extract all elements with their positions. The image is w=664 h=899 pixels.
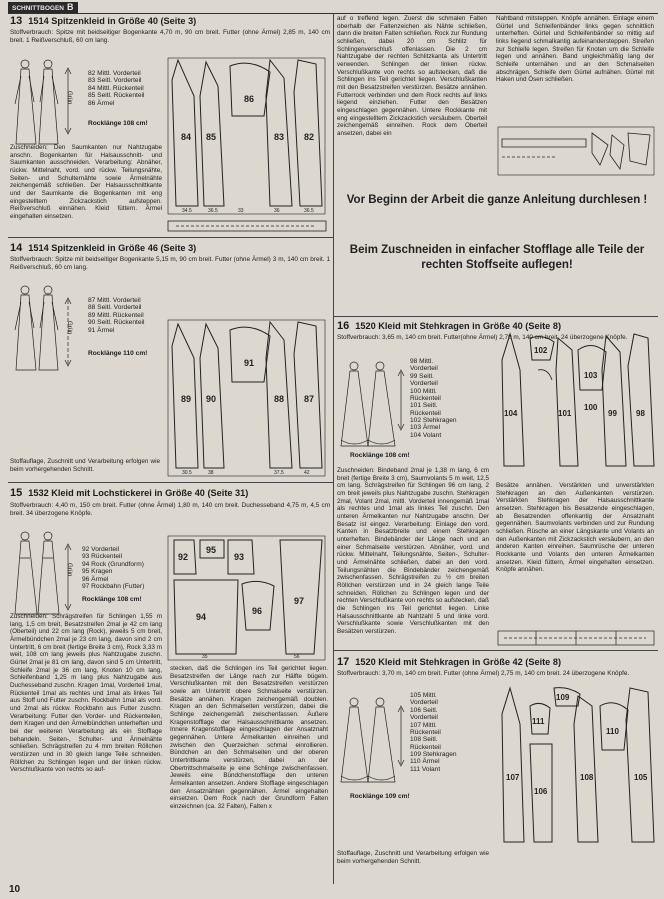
svg-text:96: 96	[252, 606, 263, 616]
svg-text:110: 110	[606, 727, 619, 736]
section-14-model-sketch	[12, 282, 62, 377]
svg-text:99: 99	[608, 409, 617, 418]
section-16-model-sketch	[338, 358, 398, 453]
svg-text:36.5: 36.5	[304, 208, 314, 214]
column-divider	[333, 14, 334, 884]
section-15-continuation-2: Nahtband mitsteppen. Knöpfe annähen. Einlage einem Gürtel und Schleifenbänder links gegen schnittlich unterheften. Gürtel und Schleifenbänder so mittig auf links liegend schmalkantig aufeinandersteppen. Streifen zur Schleife legen. Streifen für Knoten um die Schleife legen und annähen. Band ungleichmäßig lang der Schleife unternähen und an den Schmalseiten abschrägen. Schleife dem Gürtel aufnähen. Gürtel mit Haken und Ösen schließen.	[496, 15, 654, 84]
svg-text:85: 85	[206, 132, 217, 142]
section-14-legend: 87 Mittl. Vorderteil 88 Seitl. Vorderteil 89 Mittl. Rückenteil 90 Seitl. Rückenteil 91 Ärmel	[88, 297, 145, 334]
grain-arrow-icon	[396, 362, 406, 435]
section-17-pattern-layout	[494, 684, 658, 850]
notice-read-instructions: Vor Beginn der Arbeit die ganze Anleitung durchlesen !	[346, 194, 648, 206]
svg-text:91: 91	[244, 358, 255, 368]
section-divider	[333, 316, 658, 317]
svg-text:108: 108	[580, 773, 594, 782]
svg-text:98: 98	[636, 409, 645, 418]
section-15-skirt-length: Rocklänge 108 cm!	[82, 596, 142, 603]
svg-text:93: 93	[234, 552, 245, 562]
header-tag: SCHNITTBOGEN B	[8, 2, 78, 13]
svg-text:35: 35	[202, 654, 208, 660]
svg-text:56: 56	[294, 654, 300, 660]
grain-arrow-icon	[63, 60, 73, 139]
section-14-title: 14 1514 Spitzenkleid in Größe 46 (Seite 3)	[10, 242, 197, 254]
section-divider	[333, 650, 658, 651]
svg-text:94: 94	[196, 612, 207, 622]
grain-arrow-icon	[63, 536, 73, 615]
section-15-continuation-1: auf o treffend legen. Zuerst die schmalen Falten oberhalb der Faltenzeichen als Nähte schließen, dann die breiten Falten schließen. Rock zur Rundung schließen, dabei 20 cm Schlitz für Schlingenverschluß offenlassen. Die 2 cm Nahtzugabe der rechten Schlitzkanta als Untertritt verwenden. Schlingen der linken rückw. Verschlußkante von rechts so aufstecken, daß die Schlingen ins Teil gerichtet liegen. Verschlußkanten mit den Besatzstreifen verstürzen. Besätze annähen. Futterrock verbinden und dem Rock rechts auf links liegend einziehen. Futter den Besätzen eingeschlagen gegennähen. Untere Rockkante mit eng eingestelltem Zickzackstich versäubern. Oberteil zeichengemäß einreihen. Rock dem Oberteil ansetzen, dabei ein	[337, 15, 487, 138]
section-divider	[8, 482, 333, 483]
svg-text:33: 33	[238, 208, 244, 214]
section-16-instructions-right: Besätze annähen. Verstärkten und unverstärkten Stehkragen an den Außenkanten verstürzen. Verstärkten Stehkragen der Halsausschnittkante ansetzen. Stehkragen bis Besatzende eingeschlagen, ab Besatzenden offenkantig der Ansatznaht gegennähen. Saumvolants verbinden und zur Rundung schließen. Rüsche an einer Längskante und Volants an den Außenkanten mit Zickzackstich versäubern, an den anderen Kanten einreihen. Saumrüsche der unteren Rockkante und Volants den unteren Ärmelkanten ansetzen. Kleid füttern, Ärmel eingehalten einsetzen. Knöpfe annähen.	[496, 482, 654, 574]
svg-text:86: 86	[244, 94, 255, 104]
section-14-skirt-length: Rocklänge 110 cm!	[88, 350, 148, 357]
svg-text:30.5: 30.5	[182, 470, 192, 476]
section-15-belt-layout	[496, 125, 656, 177]
section-17-skirt-length: Rocklänge 109 cm!	[350, 793, 410, 800]
section-17-instructions: Stoffauflage, Zuschnitt und Verarbeitung erfolgen wie beim vorhergehenden Schnitt.	[337, 850, 489, 865]
svg-text:111: 111	[532, 717, 545, 726]
section-17-model-sketch	[338, 694, 398, 789]
svg-text:104: 104	[504, 409, 518, 418]
section-14-instructions: Stoffauflage, Zuschnitt und Verarbeitung erfolgen wie beim vorhergehenden Schnitt.	[10, 458, 160, 473]
section-13-fabric: Stoffverbrauch: Spitze mit beidseitiger Bogenkante 4,70 m, 90 cm breit. Futter (ohne Ärmel) 2,85 m, 140 cm breit. 1 Reißverschluß, 60 cm lang.	[10, 29, 330, 44]
section-16-title: 16 1520 Kleid mit Stehkragen in Größe 40 (Seite 8)	[337, 320, 562, 332]
section-15-instructions-left: Zuschneiden: Schrägstreifen für Schlingen 1,55 m lang, 1,5 cm breit, Besatzstreifen 2mal je 42 cm lang (Oberteil) und 22 cm lang (Rock), jeweils 5 cm breit, Ärmelbündchen 2mal je 23 cm lang, davon sind 2 cm Untertritt, 6 cm breit (fertige Breite 3 cm), Rock 3,33 m weit, 108 cm lang jeweils plus Nahtzugabe zuschn. Gürtel 2mal je 81 cm lang, davon sind 5 cm Untertritt, Schleife 2mal je 36 cm lang, Knoten 10 cm lang, Schleifenband 1,25 m lang plus Nahtzugabe aus Duchesseband zuschn. Kragen 1mal, Vorderteil 1mal, Rückenteil 1mal als rechtes und 1mal als linkes Teil aus Stoff und Futter zuschn. Rockbahn 1mal als vord. und 2mal als rückw. Rockbahn aus Futter zuschn. Verarbeitung: Futter den Vorder- und Rückenteilen, dem Kragen und den Ärmelbündchen unterheften und bei der weiteren Verarbeitung als ein Stofflage behandeln. Seiten-, Schulter- und Ärmelnähte schließen. Schrägstreifen zu 4 mm breiten Röllchen verstürzen und in 30 gleich lange Teile schneiden. Röllchen zu Schlingen legen und der linken rückw. Verschlußkante von rechts so auf-	[10, 613, 162, 774]
svg-text:38: 38	[208, 470, 214, 476]
svg-text:101: 101	[558, 409, 572, 418]
svg-text:34.5: 34.5	[182, 208, 192, 214]
svg-text:103: 103	[584, 371, 598, 380]
svg-text:107: 107	[506, 773, 520, 782]
section-15-instructions-middle: stecken, daß die Schlingen ins Teil gerichtet liegen. Besatzstreifen der Länge nach zur Hälfte bügeln. Verschlußkanten mit den Besatzstreifen verstürzen sowie am Untertritt obere Schmalseite verstürzen. Besätze annähen. Kragen zeichengemäß doublen. Kragen an den Schmalseiten verstürzen, dabei die Schlinge zeichengemäß zwischenfassen. Äußere Kragenstofflage der Halsausschnittkante ansetzen. Innere Kragenstofflage eingeschlagen der Ansatznaht gegennähen. Untere Ärmelkanten einreihen und zwischen den Querzeichen schmal einrollieren. Bündchen an den Schmalseiten und der oberen Untertrittkante verstürzen, dabei an der Obertrittschmalseite je eine Schlinge zwischenfassen. Jeweils eine Bündchenstofflage den unteren Ärmelkanten ansetzen. Andere Stofflage eingeschlagen den Ansatznähten gegennähen. Ärmel eingehalten einsetzen. Dem Rock nach der Grundform Falten einzeichnen (ca. 32 Falten), Falten x	[170, 665, 328, 811]
section-13-model-sketch	[12, 56, 62, 151]
section-14-fabric: Stoffverbrauch: Spitze mit beidseitiger Bogenkante 5,15 m, 90 cm breit. Futter (ohne Ärmel) 3 m, 140 cm breit. 1 Reißverschluß, 60 cm lang.	[10, 256, 330, 271]
section-13-trim-strip	[166, 218, 328, 234]
svg-text:90: 90	[206, 394, 217, 404]
section-15-model-sketch	[12, 528, 62, 621]
svg-text:89: 89	[181, 394, 192, 404]
svg-text:102: 102	[534, 346, 548, 355]
section-17-legend: 105 Mittl. Vorderteil 106 Seitl. Vorderteil 107 Mittl. Rückenteil 108 Seitl. Rückenteil 109 Stehkragen 110 Ärmel 111 Volant	[410, 692, 457, 773]
svg-text:Grün: Grün	[66, 321, 72, 335]
section-15-fabric: Stoffverbrauch: 4,40 m, 150 cm breit. Futter (ohne Ärmel) 1,80 m, 140 cm breit. Duchesseband 4,75 m, 4,5 cm breit. 34 überzogene Knöpfe.	[10, 502, 330, 517]
section-16-legend: 98 Mittl. Vorderteil 99 Seitl. Vorderteil 100 Mittl. Rückenteil 101 Seitl. Rückenteil 102 Stehkragen 103 Ärmel 104 Volant	[410, 358, 457, 439]
section-13-legend: 82 Mittl. Vorderteil 83 Seitl. Vorderteil 84 Mittl. Rückenteil 85 Seitl. Rückenteil 86 Ärmel	[88, 70, 145, 107]
section-15-pattern-layout	[166, 534, 328, 662]
grain-arrow-icon	[396, 698, 406, 771]
section-17-fabric: Stoffverbrauch: 3,70 m, 140 cm breit. Futter (ohne Ärmel) 2,75 m, 140 cm breit. 24 überzogene Knöpfe.	[337, 670, 630, 677]
svg-text:87: 87	[304, 394, 315, 404]
section-divider	[8, 237, 333, 238]
section-16-pattern-layout	[494, 330, 658, 475]
svg-text:97: 97	[294, 596, 305, 606]
svg-text:Grün: Grün	[66, 563, 72, 577]
grain-arrow-icon	[63, 290, 73, 371]
svg-text:82: 82	[304, 132, 315, 142]
svg-text:36.5: 36.5	[208, 208, 218, 214]
svg-text:88: 88	[274, 394, 285, 404]
section-13-title: 13 1514 Spitzenkleid in Größe 40 (Seite 3)	[10, 15, 197, 27]
svg-text:Grün: Grün	[66, 91, 72, 105]
section-16-strip-layout	[496, 628, 656, 648]
svg-text:37.5: 37.5	[274, 470, 284, 476]
svg-text:92: 92	[178, 552, 189, 562]
section-16-skirt-length: Rocklänge 108 cm!	[350, 452, 410, 459]
section-13-pattern-layout	[166, 56, 328, 216]
section-14-pattern-layout	[166, 318, 328, 478]
section-17-title: 17 1520 Kleid mit Stehkragen in Größe 42 (Seite 8)	[337, 656, 562, 668]
svg-text:95: 95	[206, 545, 217, 555]
page-number: 10	[9, 884, 21, 895]
svg-text:42: 42	[304, 470, 310, 476]
notice-single-layer: Beim Zuschneiden in einfacher Stofflage alle Teile der rechten Stoffseite auflegen!	[349, 244, 645, 271]
svg-text:100: 100	[584, 403, 598, 412]
svg-text:84: 84	[181, 132, 192, 142]
svg-text:36: 36	[274, 208, 280, 214]
section-13-skirt-length: Rocklänge 108 cm!	[88, 120, 148, 127]
section-16-instructions-left: Zuschneiden: Bindeband 2mal je 1,38 m lang, 6 cm breit (fertige Breite 3 cm), Saumvolants 5 m weit, 12,5 cm lang. Schrägstreifen für Schlingen 96 cm lang, 2 cm breit jeweils plus Nahtzugabe zuschn. Stehkragen 2mal, Volant 2mal, mittl. Vorderteil innengemäß 1mal als rechtes und 1mal als linkes Teil zuschn. Den unteren Ärmelkanten nur Nahtzugabe anschn. Der Besatz ist eingez. Verarbeitung: Einlage den vord. Kanten in Besatzbreite und einem Stehkragen unterheften. Bindebänder der Länge nach und an einer Schmalseite verstürzen. Abnäher, vord. und rückw. Mittelnaht, Teilungsnähte, Seiten-, Schulter- und Ärmelnähte schließen, dabei an den vord. Teilungsnähten die Bindebänder zeichengemäß zwischenfassen. Schrägstreifen zu ½ cm breiten Röllchen verstürzen und in 24 gleich lange Teile schneiden. Röllchen zu Schlingen legen und der rechten Verschlußkante von rechts so aufstecken, daß die Schlingen ins Teil gerichtet liegen. Linke Halsausschnittkante ab Nahtzahl 5 und linke vord. Verschlußkante sowie Verschlußkanten mit den Besätzen verstürzen.	[337, 467, 489, 636]
svg-text:109: 109	[556, 693, 570, 702]
section-13-instructions: Zuschneiden: Den Saumkanten nur Nahtzugabe anschn. Bogenkanten für Halsausschnitt- und Saumkanten ausschneiden. Verarbeitung: Abnäher, rückw. Mittelnaht, vord. und rückw. Teilungsnähte, Seiten- und Schulternähte sowie Ärmelnähte zeichengemäß schließen. Der Halsausschnittkante und der Saumkante die Bogenkanten mit eng eingestelltem Zickzackstich aufsteppen. Reißverschluß einnähen. Kleid füttern. Ärmel eingehalten einsetzen.	[10, 144, 162, 221]
section-15-legend: 92 Vorderteil 93 Rückenteil 94 Rock (Grundform) 95 Kragen 96 Ärmel 97 Rockbahn (Futter)	[82, 546, 145, 590]
svg-text:106: 106	[534, 787, 548, 796]
svg-text:83: 83	[274, 132, 285, 142]
section-16-fabric: Stoffverbrauch: 3,65 m, 140 cm breit. Futter(ohne Ärmel) 2,70 m, 140 cm breit. 24 überzogene Knöpfe.	[337, 334, 628, 341]
section-15-title: 15 1532 Kleid mit Lochstickerei in Größe 40 (Seite 31)	[10, 487, 249, 499]
svg-text:105: 105	[634, 773, 648, 782]
